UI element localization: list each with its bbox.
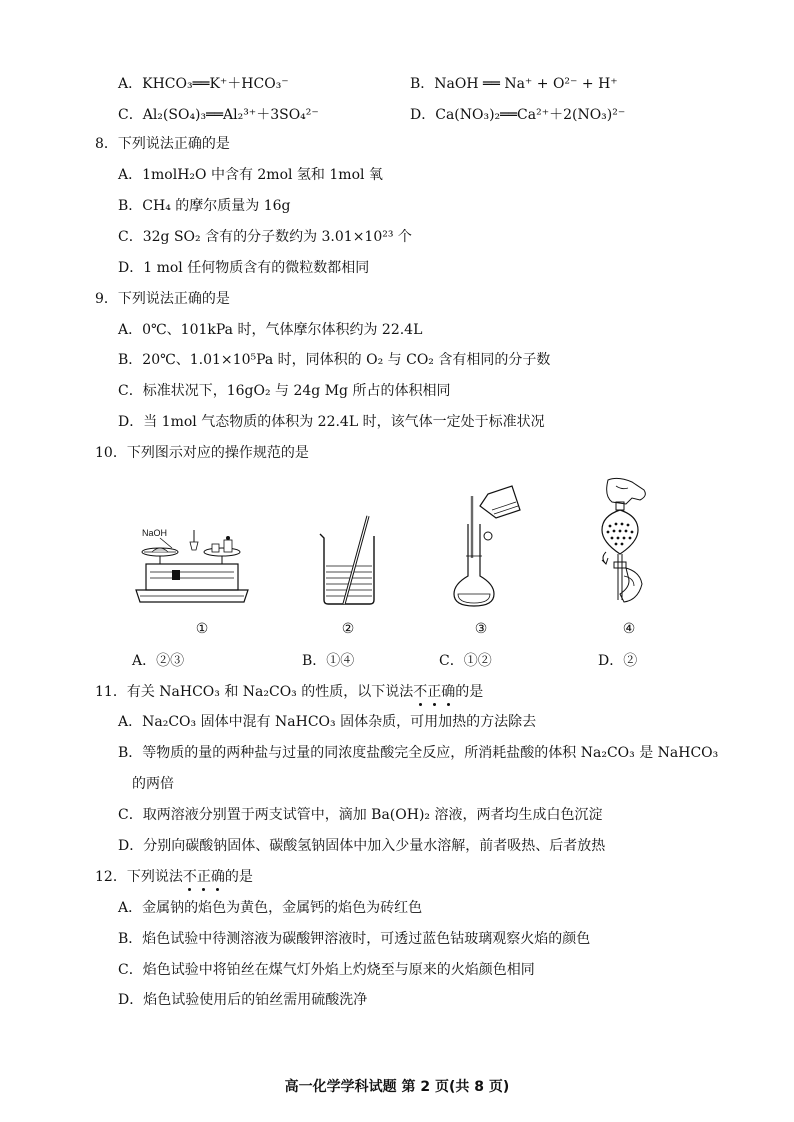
figure-number-3: ③ (474, 621, 488, 637)
q8-option-b: B．CH₄ 的摩尔质量为 16g (118, 198, 291, 214)
q9-stem: 9．下列说法正确的是 (95, 291, 230, 307)
q9-option-a: A．0℃、101kPa 时，气体摩尔体积约为 22.4L (118, 322, 423, 338)
q11-option-c: C．取两溶液分别置于两支试管中，滴加 Ba(OH)₂ 溶液，两者均生成白色沉淀 (118, 807, 603, 823)
page-footer: 高一化学学科试题 第 2 页(共 8 页) (284, 1079, 510, 1095)
q10-answer-a: A．②③ (132, 653, 185, 669)
q9-option-c: C．标准状况下，16gO₂ 与 24g Mg 所占的体积相同 (118, 383, 451, 399)
q8-option-a: A．1molH₂O 中含有 2mol 氢和 1mol 氧 (118, 167, 383, 183)
q8-option-d: D．1 mol 任何物质含有的微粒数都相同 (118, 260, 370, 276)
emphasis-char: 正 (197, 869, 211, 885)
q11-stem: 11．有关 NaHCO₃ 和 Na₂CO₃ 的性质，以下说法不 正 确 的是 (95, 682, 483, 702)
emphasis-char: 确 (441, 684, 455, 700)
q9-option-b: B．20℃、1.01×10⁵Pa 时，同体积的 O₂ 与 CO₂ 含有相同的分子数 (118, 352, 551, 368)
q10-answer-d: D．② (598, 653, 638, 669)
q11-option-d: D．分别向碳酸钠固体、碳酸氢钠固体中加入少量水溶解，前者吸热、后者放热 (118, 838, 606, 854)
q7-option-d: D．Ca(NO₃)₂══Ca²⁺＋2(NO₃)²⁻ (410, 107, 626, 123)
q12-option-c: C．焰色试验中将铂丝在煤气灯外焰上灼烧至与原来的火焰颜色相同 (118, 962, 535, 978)
q9-option-d: D．当 1mol 气态物质的体积为 22.4L 时，该气体一定处于标准状况 (118, 414, 545, 430)
q12-option-a: A．金属钠的焰色为黄色，金属钙的焰色为砖红色 (118, 900, 423, 916)
q10-stem: 10．下列图示对应的操作规范的是 (95, 445, 309, 461)
figure-beaker (314, 512, 384, 608)
q12-option-d: D．焰色试验使用后的铂丝需用硫酸洗净 (118, 992, 368, 1008)
figure-number-4: ④ (622, 621, 636, 637)
figure-number-2: ② (341, 621, 355, 637)
q12-option-b: B．焰色试验中待测溶液为碳酸钾溶液时，可透过蓝色钴玻璃观察火焰的颜色 (118, 931, 591, 947)
q10-answer-b: B．①④ (302, 653, 355, 669)
balance-illustration (132, 522, 252, 608)
q8-option-c: C．32g SO₂ 含有的分子数约为 3.01×10²³ 个 (118, 229, 412, 245)
naoh-label: NaOH (142, 528, 168, 538)
figure-balance (132, 522, 252, 608)
emphasis-char: 不 (413, 684, 427, 700)
emphasis-char: 确 (211, 869, 225, 885)
figure-volumetric-flask (450, 484, 530, 608)
q12-stem: 12．下列说法不 正 确 的是 (95, 867, 253, 887)
emphasis-char: 不 (183, 869, 197, 885)
q11-option-b: B．等物质的量的两种盐与过量的同浓度盐酸完全反应，所消耗盐酸的体积 Na₂CO₃ 是 NaHCO₃ (118, 745, 719, 761)
q10-answer-c: C．①② (439, 653, 492, 669)
q11-option-b-cont: 的两倍 (132, 776, 174, 792)
emphasis-char: 正 (427, 684, 441, 700)
figure-number-1: ① (195, 621, 209, 637)
q7-option-b: B．NaOH ══ Na⁺ + O²⁻ + H⁺ (410, 76, 618, 92)
figure-separatory-funnel (588, 476, 658, 608)
q7-option-a: A．KHCO₃══K⁺＋HCO₃⁻ (118, 76, 289, 92)
q8-stem: 8．下列说法正确的是 (95, 136, 230, 152)
q7-option-c: C．Al₂(SO₄)₃══Al₂³⁺＋3SO₄²⁻ (118, 107, 319, 123)
funnel-illustration (588, 476, 658, 608)
flask-illustration (450, 484, 530, 608)
q11-option-a: A．Na₂CO₃ 固体中混有 NaHCO₃ 固体杂质，可用加热的方法除去 (118, 714, 537, 730)
beaker-illustration (314, 512, 384, 608)
